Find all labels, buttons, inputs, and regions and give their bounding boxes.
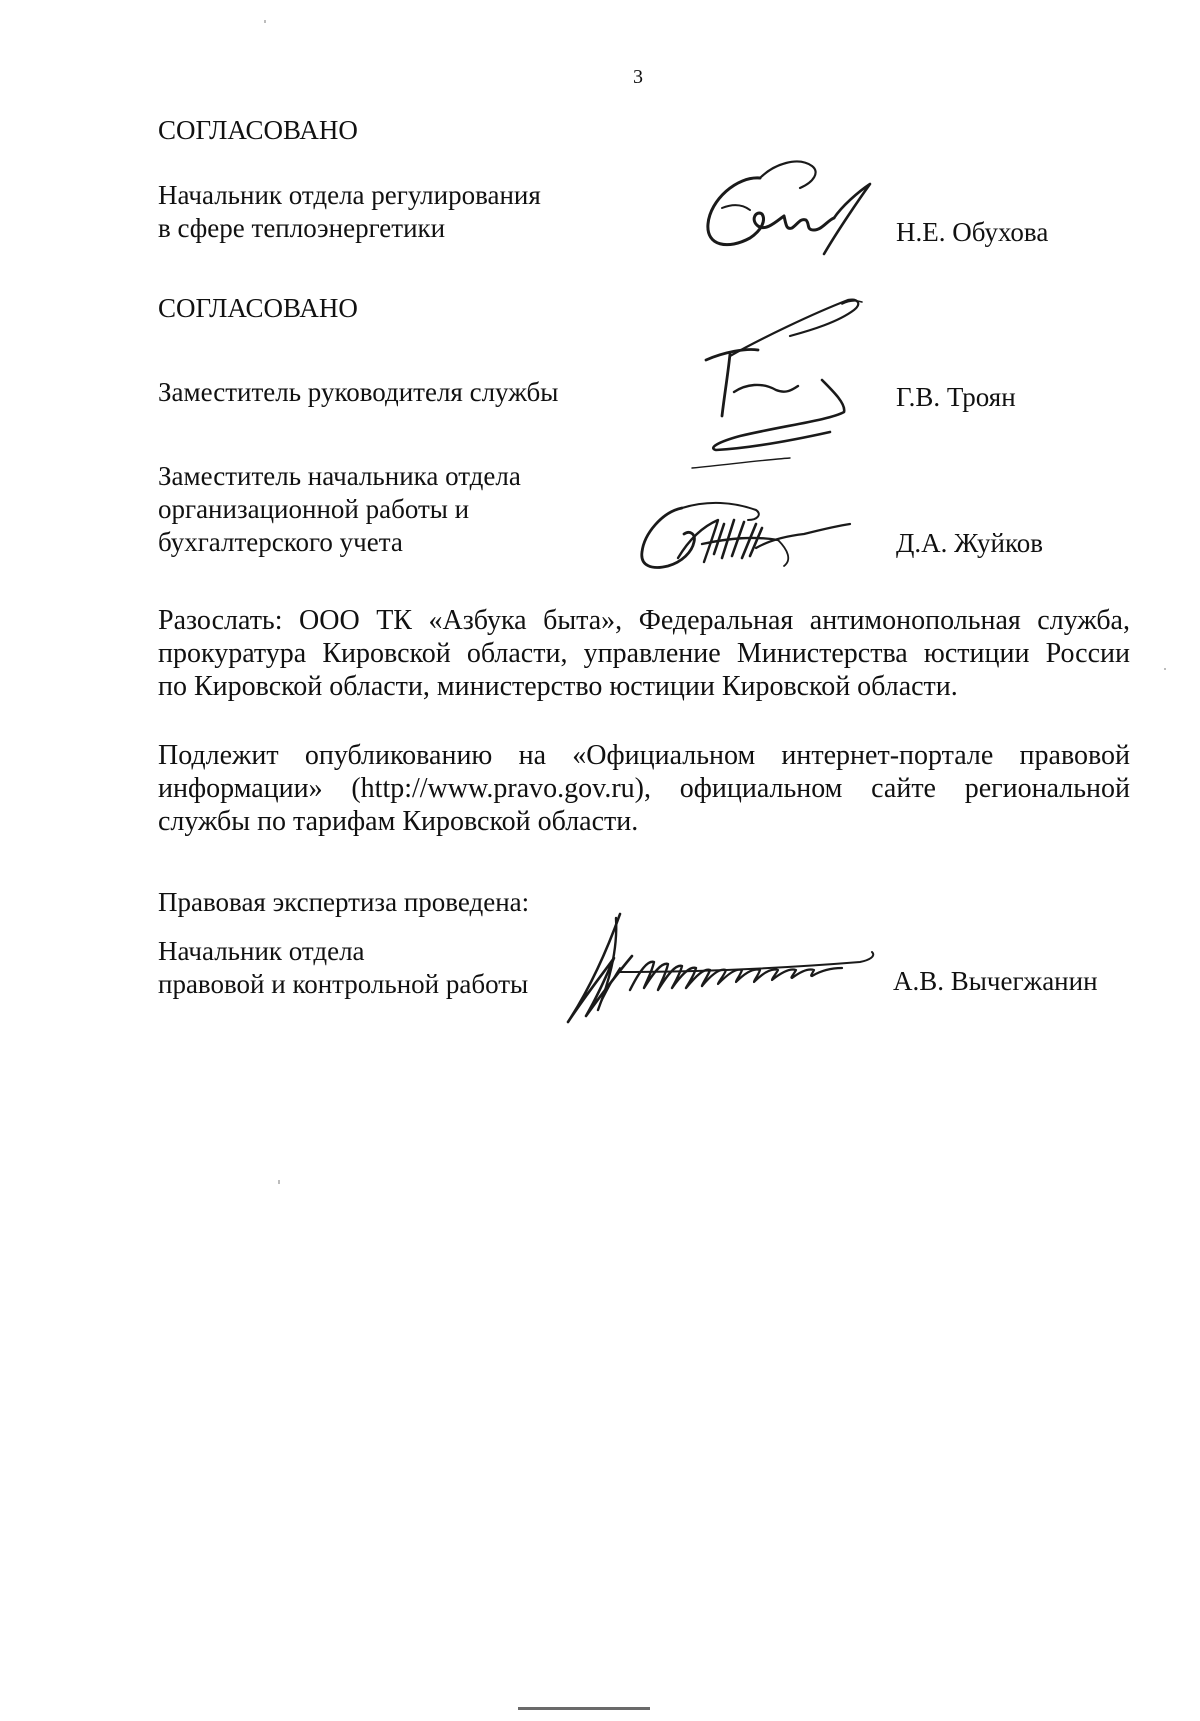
distribution-paragraph: [158, 604, 1130, 703]
scan-edge-mark: [518, 1707, 650, 1710]
legal-review-position-line-2: правовой и контрольной работы: [158, 969, 529, 999]
approval-3-position-line-1: Заместитель начальника отдела: [158, 461, 521, 491]
legal-review-name: А.В. Вычегжанин: [893, 966, 1098, 996]
scan-speck: [264, 20, 266, 23]
distribution-line-3: по Кировской области, министерство юстиции Кировской области.: [158, 671, 958, 702]
distribution-line-1: Разослать: ООО ТК «Азбука быта», Федеральная антимонопольная служба,: [158, 605, 1130, 636]
publication-line-2: информации» (http://www.pravo.gov.ru), официальном сайте региональной: [158, 773, 1130, 804]
scan-speck: [278, 1180, 280, 1184]
approval-3-position-line-2: организационной работы и: [158, 494, 470, 524]
signature-zhuikov: [638, 500, 858, 580]
approval-2-name: Г.В. Троян: [896, 382, 1016, 412]
publication-paragraph: [158, 739, 1130, 838]
page-number: 3: [633, 66, 643, 88]
approval-1-header: СОГЛАСОВАНО: [158, 115, 358, 145]
signature-vychegzhanin: [560, 912, 880, 1024]
approval-3-name: Д.А. Жуйков: [896, 528, 1043, 558]
legal-review-header: Правовая экспертиза проведена:: [158, 887, 530, 917]
approval-1-position-line-1: Начальник отдела регулирования: [158, 180, 541, 210]
publication-line-1: Подлежит опубликованию на «Официальном интернет-портале правовой: [158, 740, 1130, 771]
approval-2-header: СОГЛАСОВАНО: [158, 293, 358, 323]
publication-line-3: службы по тарифам Кировской области.: [158, 806, 639, 837]
approval-3-position-line-3: бухгалтерского учета: [158, 527, 403, 557]
approval-1-position-line-2: в сфере теплоэнергетики: [158, 213, 446, 243]
distribution-line-2: прокуратура Кировской области, управление Министерства юстиции России: [158, 638, 1130, 669]
signature-obukhova: [702, 158, 874, 258]
legal-review-position-line-1: Начальник отдела: [158, 936, 365, 966]
approval-1-name: Н.Е. Обухова: [896, 217, 1049, 247]
signature-troyan: [672, 298, 882, 470]
approval-2-position-line-1: Заместитель руководителя службы: [158, 377, 559, 407]
scan-speck: [1164, 668, 1166, 670]
